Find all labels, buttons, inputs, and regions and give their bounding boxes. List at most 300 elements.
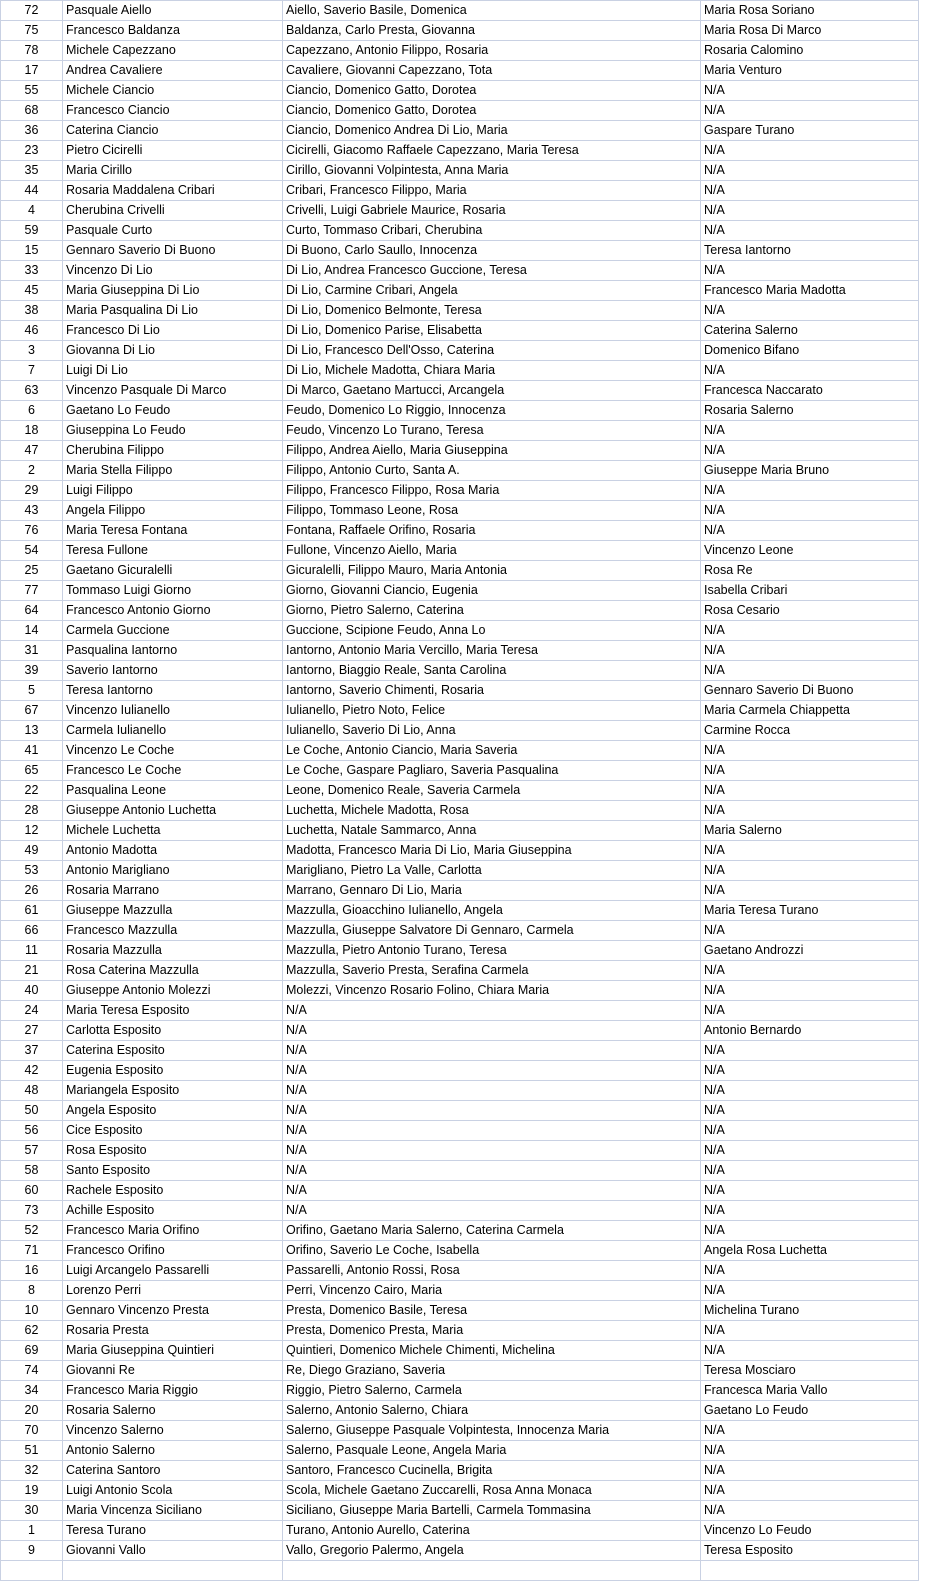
cell-spouse[interactable]: N/A bbox=[701, 1221, 919, 1241]
cell-spouse[interactable]: N/A bbox=[701, 961, 919, 981]
cell-id[interactable]: 12 bbox=[1, 821, 63, 841]
cell-parents[interactable]: Fullone, Vincenzo Aiello, Maria bbox=[283, 541, 701, 561]
cell-parents[interactable]: Mazzulla, Saverio Presta, Serafina Carmela bbox=[283, 961, 701, 981]
cell-parents[interactable]: Turano, Antonio Aurello, Caterina bbox=[283, 1521, 701, 1541]
cell-id[interactable]: 60 bbox=[1, 1181, 63, 1201]
cell-id[interactable]: 21 bbox=[1, 961, 63, 981]
cell-id[interactable]: 26 bbox=[1, 881, 63, 901]
cell-id[interactable]: 57 bbox=[1, 1141, 63, 1161]
cell-spouse[interactable]: N/A bbox=[701, 1161, 919, 1181]
cell-id[interactable]: 25 bbox=[1, 561, 63, 581]
cell-id[interactable]: 76 bbox=[1, 521, 63, 541]
cell-name[interactable]: Gennaro Vincenzo Presta bbox=[63, 1301, 283, 1321]
cell-spouse[interactable]: N/A bbox=[701, 641, 919, 661]
cell-parents[interactable]: Orifino, Gaetano Maria Salerno, Caterina Carmela bbox=[283, 1221, 701, 1241]
cell-name[interactable]: Giuseppina Lo Feudo bbox=[63, 421, 283, 441]
cell-parents[interactable]: Quintieri, Domenico Michele Chimenti, Michelina bbox=[283, 1341, 701, 1361]
cell-name[interactable]: Teresa Fullone bbox=[63, 541, 283, 561]
cell-name[interactable]: Maria Teresa Fontana bbox=[63, 521, 283, 541]
cell-name[interactable]: Maria Cirillo bbox=[63, 161, 283, 181]
cell-parents[interactable]: Gicuralelli, Filippo Mauro, Maria Antonia bbox=[283, 561, 701, 581]
cell-id[interactable]: 4 bbox=[1, 201, 63, 221]
cell-spouse[interactable]: Angela Rosa Luchetta bbox=[701, 1241, 919, 1261]
cell-parents[interactable]: Mazzulla, Pietro Antonio Turano, Teresa bbox=[283, 941, 701, 961]
cell-id[interactable]: 31 bbox=[1, 641, 63, 661]
cell-spouse[interactable]: N/A bbox=[701, 1501, 919, 1521]
cell-id[interactable]: 52 bbox=[1, 1221, 63, 1241]
cell-spouse[interactable]: Teresa Mosciaro bbox=[701, 1361, 919, 1381]
cell-parents[interactable]: Aiello, Saverio Basile, Domenica bbox=[283, 1, 701, 21]
cell-parents[interactable]: Curto, Tommaso Cribari, Cherubina bbox=[283, 221, 701, 241]
cell-spouse[interactable]: N/A bbox=[701, 1441, 919, 1461]
cell-name[interactable]: Rosaria Marrano bbox=[63, 881, 283, 901]
cell-name[interactable]: Andrea Cavaliere bbox=[63, 61, 283, 81]
cell-name[interactable] bbox=[63, 1561, 283, 1581]
cell-id[interactable]: 42 bbox=[1, 1061, 63, 1081]
cell-id[interactable]: 1 bbox=[1, 1521, 63, 1541]
cell-parents[interactable]: Crivelli, Luigi Gabriele Maurice, Rosaria bbox=[283, 201, 701, 221]
cell-parents[interactable]: Filippo, Andrea Aiello, Maria Giuseppina bbox=[283, 441, 701, 461]
cell-spouse[interactable]: N/A bbox=[701, 421, 919, 441]
cell-id[interactable]: 40 bbox=[1, 981, 63, 1001]
cell-id[interactable]: 3 bbox=[1, 341, 63, 361]
cell-spouse[interactable]: Carmine Rocca bbox=[701, 721, 919, 741]
cell-spouse[interactable]: N/A bbox=[701, 1261, 919, 1281]
cell-parents[interactable]: Marigliano, Pietro La Valle, Carlotta bbox=[283, 861, 701, 881]
cell-id[interactable]: 38 bbox=[1, 301, 63, 321]
cell-parents[interactable]: Salerno, Giuseppe Pasquale Volpintesta, Innocenza Maria bbox=[283, 1421, 701, 1441]
cell-parents[interactable]: Guccione, Scipione Feudo, Anna Lo bbox=[283, 621, 701, 641]
cell-spouse[interactable]: N/A bbox=[701, 81, 919, 101]
cell-parents[interactable]: Mazzulla, Giuseppe Salvatore Di Gennaro, Carmela bbox=[283, 921, 701, 941]
cell-name[interactable]: Michele Capezzano bbox=[63, 41, 283, 61]
cell-parents[interactable]: Santoro, Francesco Cucinella, Brigita bbox=[283, 1461, 701, 1481]
cell-name[interactable]: Angela Filippo bbox=[63, 501, 283, 521]
cell-name[interactable]: Giuseppe Antonio Molezzi bbox=[63, 981, 283, 1001]
cell-name[interactable]: Antonio Marigliano bbox=[63, 861, 283, 881]
cell-spouse[interactable]: N/A bbox=[701, 1041, 919, 1061]
cell-name[interactable]: Rosa Esposito bbox=[63, 1141, 283, 1161]
cell-spouse[interactable]: N/A bbox=[701, 361, 919, 381]
cell-id[interactable]: 8 bbox=[1, 1281, 63, 1301]
cell-name[interactable]: Pasquale Aiello bbox=[63, 1, 283, 21]
cell-name[interactable]: Caterina Santoro bbox=[63, 1461, 283, 1481]
cell-name[interactable]: Giuseppe Antonio Luchetta bbox=[63, 801, 283, 821]
cell-name[interactable]: Teresa Iantorno bbox=[63, 681, 283, 701]
cell-parents[interactable]: Luchetta, Michele Madotta, Rosa bbox=[283, 801, 701, 821]
cell-id[interactable]: 20 bbox=[1, 1401, 63, 1421]
cell-parents[interactable]: Di Lio, Carmine Cribari, Angela bbox=[283, 281, 701, 301]
cell-name[interactable]: Francesco Le Coche bbox=[63, 761, 283, 781]
cell-parents[interactable]: Iantorno, Saverio Chimenti, Rosaria bbox=[283, 681, 701, 701]
cell-id[interactable]: 27 bbox=[1, 1021, 63, 1041]
cell-spouse[interactable]: Maria Salerno bbox=[701, 821, 919, 841]
cell-id[interactable]: 58 bbox=[1, 1161, 63, 1181]
cell-spouse[interactable]: N/A bbox=[701, 1141, 919, 1161]
cell-id[interactable]: 71 bbox=[1, 1241, 63, 1261]
cell-id[interactable]: 62 bbox=[1, 1321, 63, 1341]
cell-name[interactable]: Vincenzo Pasquale Di Marco bbox=[63, 381, 283, 401]
cell-name[interactable]: Rosaria Mazzulla bbox=[63, 941, 283, 961]
cell-parents[interactable]: N/A bbox=[283, 1061, 701, 1081]
cell-spouse[interactable]: Gaetano Androzzi bbox=[701, 941, 919, 961]
cell-name[interactable]: Vincenzo Salerno bbox=[63, 1421, 283, 1441]
cell-id[interactable]: 72 bbox=[1, 1, 63, 21]
cell-spouse[interactable] bbox=[701, 1561, 919, 1581]
cell-parents[interactable]: N/A bbox=[283, 1101, 701, 1121]
cell-parents[interactable]: Iantorno, Biaggio Reale, Santa Carolina bbox=[283, 661, 701, 681]
cell-name[interactable]: Pasquale Curto bbox=[63, 221, 283, 241]
cell-spouse[interactable]: Gennaro Saverio Di Buono bbox=[701, 681, 919, 701]
cell-spouse[interactable]: N/A bbox=[701, 1101, 919, 1121]
cell-parents[interactable]: Riggio, Pietro Salerno, Carmela bbox=[283, 1381, 701, 1401]
cell-id[interactable]: 55 bbox=[1, 81, 63, 101]
cell-spouse[interactable]: Maria Teresa Turano bbox=[701, 901, 919, 921]
cell-spouse[interactable]: N/A bbox=[701, 201, 919, 221]
cell-parents[interactable]: Perri, Vincenzo Cairo, Maria bbox=[283, 1281, 701, 1301]
cell-name[interactable]: Cherubina Crivelli bbox=[63, 201, 283, 221]
cell-name[interactable]: Francesco Orifino bbox=[63, 1241, 283, 1261]
cell-id[interactable]: 29 bbox=[1, 481, 63, 501]
cell-spouse[interactable]: N/A bbox=[701, 101, 919, 121]
cell-parents[interactable]: Feudo, Vincenzo Lo Turano, Teresa bbox=[283, 421, 701, 441]
cell-parents[interactable]: Feudo, Domenico Lo Riggio, Innocenza bbox=[283, 401, 701, 421]
cell-parents[interactable]: Cirillo, Giovanni Volpintesta, Anna Maria bbox=[283, 161, 701, 181]
cell-name[interactable]: Luigi Filippo bbox=[63, 481, 283, 501]
cell-spouse[interactable]: N/A bbox=[701, 521, 919, 541]
cell-id[interactable]: 5 bbox=[1, 681, 63, 701]
cell-spouse[interactable]: N/A bbox=[701, 1341, 919, 1361]
cell-id[interactable]: 17 bbox=[1, 61, 63, 81]
cell-id[interactable]: 46 bbox=[1, 321, 63, 341]
cell-spouse[interactable]: Gaetano Lo Feudo bbox=[701, 1401, 919, 1421]
cell-parents[interactable]: Di Lio, Michele Madotta, Chiara Maria bbox=[283, 361, 701, 381]
cell-parents[interactable]: Di Buono, Carlo Saullo, Innocenza bbox=[283, 241, 701, 261]
cell-parents[interactable]: Iulianello, Saverio Di Lio, Anna bbox=[283, 721, 701, 741]
cell-name[interactable]: Saverio Iantorno bbox=[63, 661, 283, 681]
cell-id[interactable]: 43 bbox=[1, 501, 63, 521]
cell-id[interactable]: 15 bbox=[1, 241, 63, 261]
cell-id[interactable]: 10 bbox=[1, 1301, 63, 1321]
cell-parents[interactable]: Cicirelli, Giacomo Raffaele Capezzano, Maria Teresa bbox=[283, 141, 701, 161]
cell-name[interactable]: Angela Esposito bbox=[63, 1101, 283, 1121]
cell-spouse[interactable]: N/A bbox=[701, 921, 919, 941]
cell-spouse[interactable]: N/A bbox=[701, 1001, 919, 1021]
cell-spouse[interactable]: Caterina Salerno bbox=[701, 321, 919, 341]
cell-name[interactable]: Teresa Turano bbox=[63, 1521, 283, 1541]
cell-parents[interactable]: N/A bbox=[283, 1021, 701, 1041]
cell-spouse[interactable]: Gaspare Turano bbox=[701, 121, 919, 141]
cell-spouse[interactable]: Maria Rosa Soriano bbox=[701, 1, 919, 21]
cell-name[interactable]: Antonio Madotta bbox=[63, 841, 283, 861]
cell-id[interactable]: 61 bbox=[1, 901, 63, 921]
cell-parents[interactable]: Di Marco, Gaetano Martucci, Arcangela bbox=[283, 381, 701, 401]
cell-spouse[interactable]: Teresa Esposito bbox=[701, 1541, 919, 1561]
cell-spouse[interactable]: Teresa Iantorno bbox=[701, 241, 919, 261]
cell-name[interactable]: Rachele Esposito bbox=[63, 1181, 283, 1201]
cell-spouse[interactable]: N/A bbox=[701, 221, 919, 241]
cell-id[interactable]: 7 bbox=[1, 361, 63, 381]
cell-name[interactable]: Eugenia Esposito bbox=[63, 1061, 283, 1081]
cell-parents[interactable]: Presta, Domenico Presta, Maria bbox=[283, 1321, 701, 1341]
cell-spouse[interactable]: N/A bbox=[701, 981, 919, 1001]
cell-id[interactable]: 18 bbox=[1, 421, 63, 441]
cell-name[interactable]: Gennaro Saverio Di Buono bbox=[63, 241, 283, 261]
cell-spouse[interactable]: N/A bbox=[701, 841, 919, 861]
cell-spouse[interactable]: N/A bbox=[701, 1121, 919, 1141]
cell-parents[interactable]: N/A bbox=[283, 1121, 701, 1141]
cell-name[interactable]: Carmela Guccione bbox=[63, 621, 283, 641]
cell-parents[interactable]: Filippo, Tommaso Leone, Rosa bbox=[283, 501, 701, 521]
cell-name[interactable]: Rosaria Maddalena Cribari bbox=[63, 181, 283, 201]
cell-parents[interactable]: Di Lio, Andrea Francesco Guccione, Teresa bbox=[283, 261, 701, 281]
cell-parents[interactable]: N/A bbox=[283, 1181, 701, 1201]
cell-spouse[interactable]: N/A bbox=[701, 881, 919, 901]
cell-id[interactable]: 48 bbox=[1, 1081, 63, 1101]
cell-id[interactable]: 19 bbox=[1, 1481, 63, 1501]
cell-id[interactable]: 13 bbox=[1, 721, 63, 741]
cell-spouse[interactable]: N/A bbox=[701, 741, 919, 761]
cell-name[interactable]: Maria Giuseppina Di Lio bbox=[63, 281, 283, 301]
cell-parents[interactable]: Ciancio, Domenico Andrea Di Lio, Maria bbox=[283, 121, 701, 141]
cell-parents[interactable]: Di Lio, Domenico Belmonte, Teresa bbox=[283, 301, 701, 321]
cell-spouse[interactable]: N/A bbox=[701, 861, 919, 881]
cell-parents[interactable]: Ciancio, Domenico Gatto, Dorotea bbox=[283, 101, 701, 121]
cell-spouse[interactable]: Antonio Bernardo bbox=[701, 1021, 919, 1041]
cell-id[interactable]: 69 bbox=[1, 1341, 63, 1361]
cell-id[interactable]: 70 bbox=[1, 1421, 63, 1441]
cell-spouse[interactable]: Vincenzo Leone bbox=[701, 541, 919, 561]
cell-parents[interactable]: Di Lio, Domenico Parise, Elisabetta bbox=[283, 321, 701, 341]
cell-name[interactable]: Maria Giuseppina Quintieri bbox=[63, 1341, 283, 1361]
cell-parents[interactable]: Le Coche, Antonio Ciancio, Maria Saveria bbox=[283, 741, 701, 761]
cell-parents[interactable]: N/A bbox=[283, 1081, 701, 1101]
cell-parents[interactable]: Passarelli, Antonio Rossi, Rosa bbox=[283, 1261, 701, 1281]
cell-spouse[interactable]: Giuseppe Maria Bruno bbox=[701, 461, 919, 481]
cell-name[interactable]: Pasqualina Leone bbox=[63, 781, 283, 801]
cell-id[interactable]: 73 bbox=[1, 1201, 63, 1221]
cell-id[interactable]: 49 bbox=[1, 841, 63, 861]
cell-spouse[interactable]: N/A bbox=[701, 141, 919, 161]
cell-spouse[interactable]: N/A bbox=[701, 1321, 919, 1341]
cell-spouse[interactable]: N/A bbox=[701, 1181, 919, 1201]
cell-name[interactable]: Francesco Mazzulla bbox=[63, 921, 283, 941]
cell-parents[interactable]: Luchetta, Natale Sammarco, Anna bbox=[283, 821, 701, 841]
cell-name[interactable]: Rosaria Salerno bbox=[63, 1401, 283, 1421]
cell-name[interactable]: Luigi Antonio Scola bbox=[63, 1481, 283, 1501]
cell-parents[interactable]: Di Lio, Francesco Dell'Osso, Caterina bbox=[283, 341, 701, 361]
cell-id[interactable]: 59 bbox=[1, 221, 63, 241]
cell-id[interactable]: 51 bbox=[1, 1441, 63, 1461]
cell-spouse[interactable]: N/A bbox=[701, 481, 919, 501]
cell-spouse[interactable]: Maria Rosa Di Marco bbox=[701, 21, 919, 41]
cell-name[interactable]: Gaetano Gicuralelli bbox=[63, 561, 283, 581]
cell-spouse[interactable]: N/A bbox=[701, 1461, 919, 1481]
cell-parents[interactable]: Scola, Michele Gaetano Zuccarelli, Rosa Anna Monaca bbox=[283, 1481, 701, 1501]
cell-parents[interactable]: Presta, Domenico Basile, Teresa bbox=[283, 1301, 701, 1321]
cell-name[interactable]: Vincenzo Iulianello bbox=[63, 701, 283, 721]
cell-id[interactable]: 56 bbox=[1, 1121, 63, 1141]
cell-name[interactable]: Francesco Baldanza bbox=[63, 21, 283, 41]
cell-name[interactable]: Lorenzo Perri bbox=[63, 1281, 283, 1301]
cell-id[interactable]: 2 bbox=[1, 461, 63, 481]
cell-id[interactable]: 32 bbox=[1, 1461, 63, 1481]
cell-spouse[interactable]: N/A bbox=[701, 1081, 919, 1101]
cell-spouse[interactable]: N/A bbox=[701, 1281, 919, 1301]
cell-id[interactable]: 39 bbox=[1, 661, 63, 681]
cell-name[interactable]: Giovanni Vallo bbox=[63, 1541, 283, 1561]
cell-parents[interactable]: Fontana, Raffaele Orifino, Rosaria bbox=[283, 521, 701, 541]
cell-parents[interactable]: N/A bbox=[283, 1001, 701, 1021]
cell-spouse[interactable]: N/A bbox=[701, 441, 919, 461]
cell-parents[interactable]: Siciliano, Giuseppe Maria Bartelli, Carmela Tommasina bbox=[283, 1501, 701, 1521]
cell-spouse[interactable]: Isabella Cribari bbox=[701, 581, 919, 601]
cell-spouse[interactable]: N/A bbox=[701, 801, 919, 821]
cell-name[interactable]: Vincenzo Le Coche bbox=[63, 741, 283, 761]
cell-id[interactable]: 28 bbox=[1, 801, 63, 821]
cell-parents[interactable]: Cribari, Francesco Filippo, Maria bbox=[283, 181, 701, 201]
cell-name[interactable]: Pietro Cicirelli bbox=[63, 141, 283, 161]
cell-parents[interactable]: Marrano, Gennaro Di Lio, Maria bbox=[283, 881, 701, 901]
cell-id[interactable]: 44 bbox=[1, 181, 63, 201]
cell-name[interactable]: Francesco Antonio Giorno bbox=[63, 601, 283, 621]
cell-id[interactable]: 74 bbox=[1, 1361, 63, 1381]
cell-name[interactable]: Vincenzo Di Lio bbox=[63, 261, 283, 281]
cell-spouse[interactable]: Maria Carmela Chiappetta bbox=[701, 701, 919, 721]
cell-name[interactable]: Pasqualina Iantorno bbox=[63, 641, 283, 661]
cell-id[interactable]: 30 bbox=[1, 1501, 63, 1521]
cell-parents[interactable]: Vallo, Gregorio Palermo, Angela bbox=[283, 1541, 701, 1561]
cell-parents[interactable]: Capezzano, Antonio Filippo, Rosaria bbox=[283, 41, 701, 61]
cell-id[interactable]: 33 bbox=[1, 261, 63, 281]
cell-id[interactable]: 63 bbox=[1, 381, 63, 401]
cell-name[interactable]: Michele Luchetta bbox=[63, 821, 283, 841]
cell-id[interactable]: 77 bbox=[1, 581, 63, 601]
cell-name[interactable]: Caterina Ciancio bbox=[63, 121, 283, 141]
cell-id[interactable]: 24 bbox=[1, 1001, 63, 1021]
cell-parents[interactable]: Iantorno, Antonio Maria Vercillo, Maria Teresa bbox=[283, 641, 701, 661]
cell-name[interactable]: Michele Ciancio bbox=[63, 81, 283, 101]
cell-name[interactable]: Maria Vincenza Siciliano bbox=[63, 1501, 283, 1521]
cell-spouse[interactable]: N/A bbox=[701, 781, 919, 801]
cell-parents[interactable]: Giorno, Pietro Salerno, Caterina bbox=[283, 601, 701, 621]
cell-id[interactable]: 37 bbox=[1, 1041, 63, 1061]
cell-name[interactable]: Francesco Maria Orifino bbox=[63, 1221, 283, 1241]
cell-parents[interactable] bbox=[283, 1561, 701, 1581]
cell-name[interactable]: Maria Stella Filippo bbox=[63, 461, 283, 481]
cell-parents[interactable]: Leone, Domenico Reale, Saveria Carmela bbox=[283, 781, 701, 801]
cell-name[interactable]: Giovanni Re bbox=[63, 1361, 283, 1381]
cell-name[interactable]: Santo Esposito bbox=[63, 1161, 283, 1181]
cell-name[interactable]: Luigi Di Lio bbox=[63, 361, 283, 381]
cell-parents[interactable]: Molezzi, Vincenzo Rosario Folino, Chiara Maria bbox=[283, 981, 701, 1001]
cell-parents[interactable]: Filippo, Antonio Curto, Santa A. bbox=[283, 461, 701, 481]
cell-parents[interactable]: Cavaliere, Giovanni Capezzano, Tota bbox=[283, 61, 701, 81]
cell-name[interactable]: Francesco Di Lio bbox=[63, 321, 283, 341]
cell-spouse[interactable]: N/A bbox=[701, 661, 919, 681]
cell-spouse[interactable]: Vincenzo Lo Feudo bbox=[701, 1521, 919, 1541]
cell-id[interactable]: 78 bbox=[1, 41, 63, 61]
cell-parents[interactable]: Salerno, Pasquale Leone, Angela Maria bbox=[283, 1441, 701, 1461]
cell-spouse[interactable]: N/A bbox=[701, 1481, 919, 1501]
cell-id[interactable]: 11 bbox=[1, 941, 63, 961]
cell-name[interactable]: Cice Esposito bbox=[63, 1121, 283, 1141]
cell-id[interactable]: 54 bbox=[1, 541, 63, 561]
cell-spouse[interactable]: N/A bbox=[701, 181, 919, 201]
cell-id[interactable] bbox=[1, 1561, 63, 1581]
cell-parents[interactable]: Baldanza, Carlo Presta, Giovanna bbox=[283, 21, 701, 41]
cell-id[interactable]: 53 bbox=[1, 861, 63, 881]
cell-spouse[interactable]: N/A bbox=[701, 301, 919, 321]
cell-name[interactable]: Antonio Salerno bbox=[63, 1441, 283, 1461]
cell-spouse[interactable]: N/A bbox=[701, 161, 919, 181]
cell-id[interactable]: 65 bbox=[1, 761, 63, 781]
cell-parents[interactable]: Madotta, Francesco Maria Di Lio, Maria Giuseppina bbox=[283, 841, 701, 861]
cell-id[interactable]: 36 bbox=[1, 121, 63, 141]
cell-parents[interactable]: Giorno, Giovanni Ciancio, Eugenia bbox=[283, 581, 701, 601]
cell-spouse[interactable]: Michelina Turano bbox=[701, 1301, 919, 1321]
cell-parents[interactable]: N/A bbox=[283, 1041, 701, 1061]
cell-spouse[interactable]: Rosa Re bbox=[701, 561, 919, 581]
cell-id[interactable]: 67 bbox=[1, 701, 63, 721]
cell-spouse[interactable]: Maria Venturo bbox=[701, 61, 919, 81]
cell-id[interactable]: 23 bbox=[1, 141, 63, 161]
cell-id[interactable]: 14 bbox=[1, 621, 63, 641]
cell-spouse[interactable]: Rosaria Salerno bbox=[701, 401, 919, 421]
cell-spouse[interactable]: N/A bbox=[701, 621, 919, 641]
cell-id[interactable]: 45 bbox=[1, 281, 63, 301]
cell-parents[interactable]: Filippo, Francesco Filippo, Rosa Maria bbox=[283, 481, 701, 501]
cell-id[interactable]: 66 bbox=[1, 921, 63, 941]
cell-name[interactable]: Luigi Arcangelo Passarelli bbox=[63, 1261, 283, 1281]
cell-id[interactable]: 22 bbox=[1, 781, 63, 801]
cell-id[interactable]: 16 bbox=[1, 1261, 63, 1281]
cell-parents[interactable]: Salerno, Antonio Salerno, Chiara bbox=[283, 1401, 701, 1421]
cell-id[interactable]: 50 bbox=[1, 1101, 63, 1121]
cell-name[interactable]: Achille Esposito bbox=[63, 1201, 283, 1221]
cell-parents[interactable]: N/A bbox=[283, 1141, 701, 1161]
cell-name[interactable]: Carmela Iulianello bbox=[63, 721, 283, 741]
cell-parents[interactable]: Mazzulla, Gioacchino Iulianello, Angela bbox=[283, 901, 701, 921]
cell-spouse[interactable]: N/A bbox=[701, 1421, 919, 1441]
cell-parents[interactable]: Iulianello, Pietro Noto, Felice bbox=[283, 701, 701, 721]
cell-name[interactable]: Francesco Ciancio bbox=[63, 101, 283, 121]
cell-spouse[interactable]: N/A bbox=[701, 261, 919, 281]
cell-spouse[interactable]: N/A bbox=[701, 761, 919, 781]
cell-name[interactable]: Rosa Caterina Mazzulla bbox=[63, 961, 283, 981]
cell-name[interactable]: Cherubina Filippo bbox=[63, 441, 283, 461]
cell-spouse[interactable]: Rosa Cesario bbox=[701, 601, 919, 621]
cell-name[interactable]: Rosaria Presta bbox=[63, 1321, 283, 1341]
cell-name[interactable]: Giuseppe Mazzulla bbox=[63, 901, 283, 921]
cell-name[interactable]: Caterina Esposito bbox=[63, 1041, 283, 1061]
cell-spouse[interactable]: Francesca Maria Vallo bbox=[701, 1381, 919, 1401]
cell-name[interactable]: Maria Teresa Esposito bbox=[63, 1001, 283, 1021]
cell-name[interactable]: Maria Pasqualina Di Lio bbox=[63, 301, 283, 321]
cell-parents[interactable]: Re, Diego Graziano, Saveria bbox=[283, 1361, 701, 1381]
cell-id[interactable]: 68 bbox=[1, 101, 63, 121]
cell-spouse[interactable]: N/A bbox=[701, 501, 919, 521]
cell-spouse[interactable]: N/A bbox=[701, 1061, 919, 1081]
cell-id[interactable]: 64 bbox=[1, 601, 63, 621]
cell-name[interactable]: Carlotta Esposito bbox=[63, 1021, 283, 1041]
cell-id[interactable]: 75 bbox=[1, 21, 63, 41]
cell-spouse[interactable]: Rosaria Calomino bbox=[701, 41, 919, 61]
cell-id[interactable]: 9 bbox=[1, 1541, 63, 1561]
cell-spouse[interactable]: N/A bbox=[701, 1201, 919, 1221]
cell-spouse[interactable]: Francesco Maria Madotta bbox=[701, 281, 919, 301]
cell-spouse[interactable]: Domenico Bifano bbox=[701, 341, 919, 361]
